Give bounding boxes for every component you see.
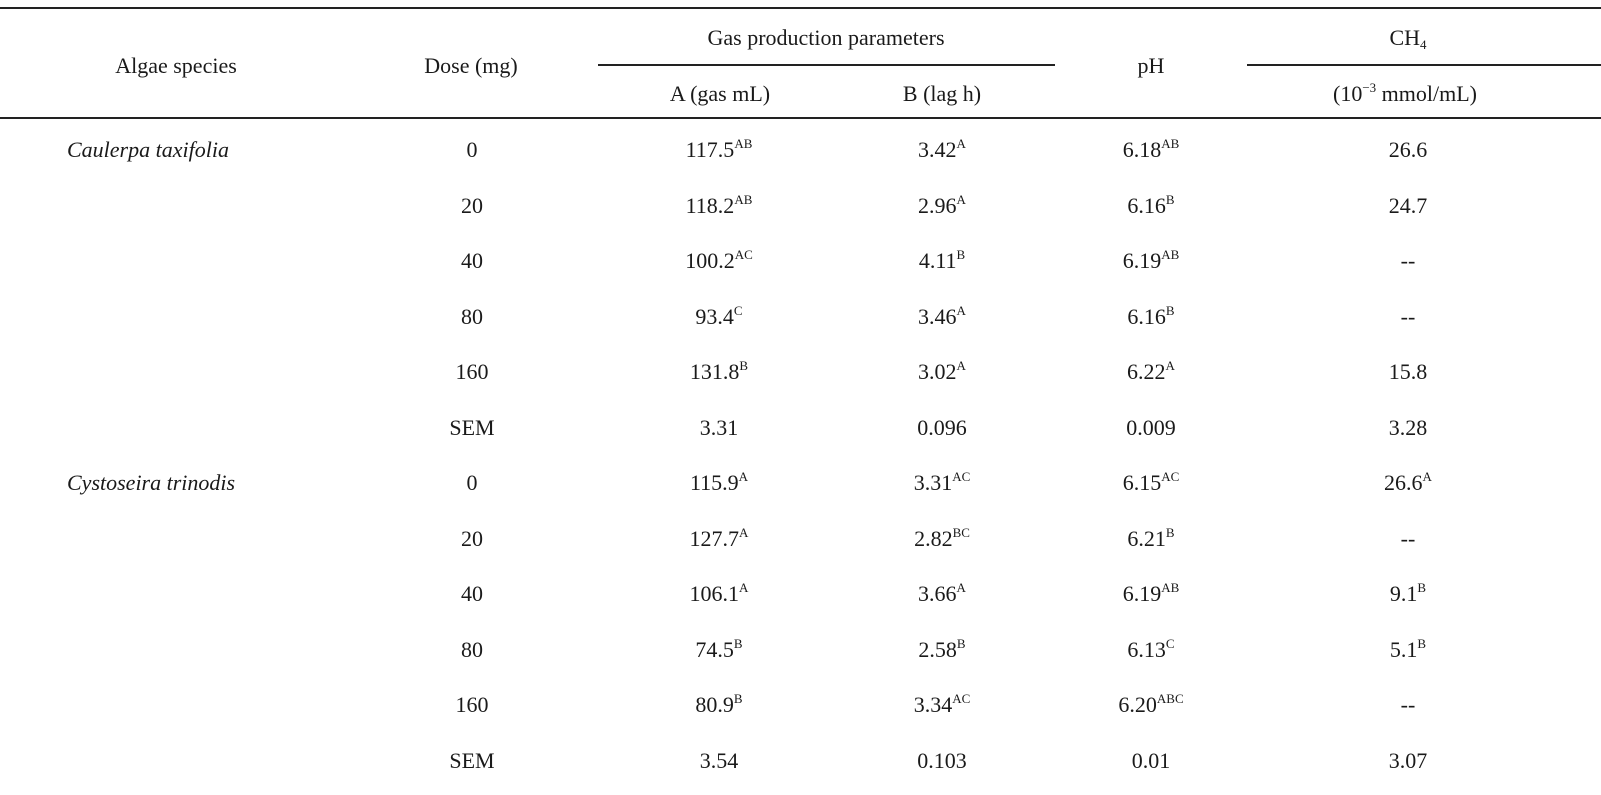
cell-ph: $6.16^B$ bbox=[1127, 191, 1175, 218]
cell-dose: SEM bbox=[449, 414, 495, 440]
cell-dose: 0 bbox=[466, 470, 478, 495]
cell-ph: $6.18^{AB}$ bbox=[1122, 136, 1180, 162]
cell-b: 0.096 bbox=[917, 414, 967, 440]
cell-dose: 80 bbox=[461, 303, 483, 329]
cell-a: $131.8^B$ bbox=[689, 358, 749, 384]
cell-ch4: -- bbox=[1400, 692, 1416, 717]
cell-ph: $6.19^{AB}$ bbox=[1122, 247, 1180, 273]
cell-a: $118.2^{AB}$ bbox=[685, 191, 753, 218]
cell-a: $117.5^{AB}$ bbox=[685, 136, 753, 162]
cell-b: $3.02^A$ bbox=[918, 358, 966, 384]
cell-a: $74.5^B$ bbox=[695, 635, 743, 662]
cell-b: 0.103 bbox=[917, 747, 967, 773]
cell-dose: 40 bbox=[461, 248, 483, 273]
header-bottom-rule bbox=[0, 117, 1601, 119]
cell-ph: $6.20^{ABC}$ bbox=[1118, 691, 1184, 717]
header-ph: pH bbox=[1137, 53, 1165, 78]
cell-dose: 20 bbox=[461, 192, 483, 218]
header-gas-production: Gas production parameters bbox=[707, 25, 945, 50]
cell-b: $3.34^{AC}$ bbox=[913, 691, 971, 717]
cell-b: $3.31^{AC}$ bbox=[913, 469, 971, 495]
cell-b: $3.42^A$ bbox=[918, 136, 966, 162]
cell-b: $3.66^A$ bbox=[918, 580, 966, 606]
cell-b: $4.11^B$ bbox=[918, 247, 966, 273]
cell-dose: 80 bbox=[461, 636, 483, 662]
cell-ch4: -- bbox=[1400, 303, 1416, 329]
cell-ch4: $5.1^B$ bbox=[1389, 635, 1427, 662]
cell-b: $2.82^{BC}$ bbox=[914, 524, 970, 551]
cell-species: Cystoseira trinodis bbox=[67, 470, 236, 495]
cell-a: 3.54 bbox=[699, 747, 739, 773]
cell-b: $3.46^A$ bbox=[918, 302, 966, 329]
header-ch4: $CH_4$ bbox=[1389, 25, 1427, 52]
header-a: A (gas mL) bbox=[669, 81, 771, 106]
cell-dose: 20 bbox=[461, 525, 483, 551]
cell-ph: $6.15^{AC}$ bbox=[1122, 469, 1180, 495]
cell-ph: $6.22^A$ bbox=[1127, 358, 1175, 384]
cell-a: $80.9^B$ bbox=[695, 691, 743, 717]
table-top-rule bbox=[0, 7, 1601, 9]
cell-ch4: -- bbox=[1400, 525, 1416, 551]
cell-a: $100.2^{AC}$ bbox=[685, 247, 753, 273]
cell-dose: 40 bbox=[461, 581, 483, 606]
gas-group-rule bbox=[598, 64, 1055, 66]
cell-ph: 0.009 bbox=[1126, 414, 1176, 440]
cell-a: $106.1^A$ bbox=[689, 580, 749, 606]
cell-ch4: 3.07 bbox=[1388, 747, 1428, 773]
cell-dose: 160 bbox=[455, 359, 489, 384]
cell-ch4: -- bbox=[1400, 248, 1416, 273]
cell-dose: 0 bbox=[466, 137, 478, 162]
cell-ch4: $26.6^A$ bbox=[1384, 469, 1432, 495]
ch4-group-rule bbox=[1247, 64, 1601, 66]
cell-ph: $6.13^C$ bbox=[1127, 635, 1175, 662]
cell-dose: SEM bbox=[449, 747, 495, 773]
cell-ch4: 3.28 bbox=[1388, 414, 1428, 440]
cell-ch4: 26.6 bbox=[1388, 137, 1428, 162]
cell-species: Caulerpa taxifolia bbox=[67, 137, 229, 162]
header-b: B (lag h) bbox=[902, 81, 982, 106]
cell-ph: $6.19^{AB}$ bbox=[1122, 580, 1180, 606]
header-ch4-unit: ($10^{-3}$ mmol/mL) bbox=[1333, 80, 1477, 106]
cell-a: $115.9^A$ bbox=[689, 469, 749, 495]
cell-ch4: 24.7 bbox=[1388, 192, 1428, 218]
header-algae-species: Algae species bbox=[115, 53, 237, 78]
cell-ch4: 15.8 bbox=[1388, 359, 1428, 384]
cell-b: $2.96^A$ bbox=[918, 191, 966, 218]
cell-b: $2.58^B$ bbox=[918, 635, 966, 662]
cell-a: 3.31 bbox=[699, 414, 739, 440]
cell-a: $93.4^C$ bbox=[695, 302, 743, 329]
cell-dose: 160 bbox=[455, 692, 489, 717]
cell-ph: 0.01 bbox=[1131, 747, 1171, 773]
header-dose: Dose (mg) bbox=[424, 53, 518, 78]
cell-ph: $6.16^B$ bbox=[1127, 302, 1175, 329]
cell-ch4: $9.1^B$ bbox=[1389, 580, 1427, 606]
cell-ph: $6.21^B$ bbox=[1127, 524, 1175, 551]
cell-a: $127.7^A$ bbox=[689, 524, 749, 551]
